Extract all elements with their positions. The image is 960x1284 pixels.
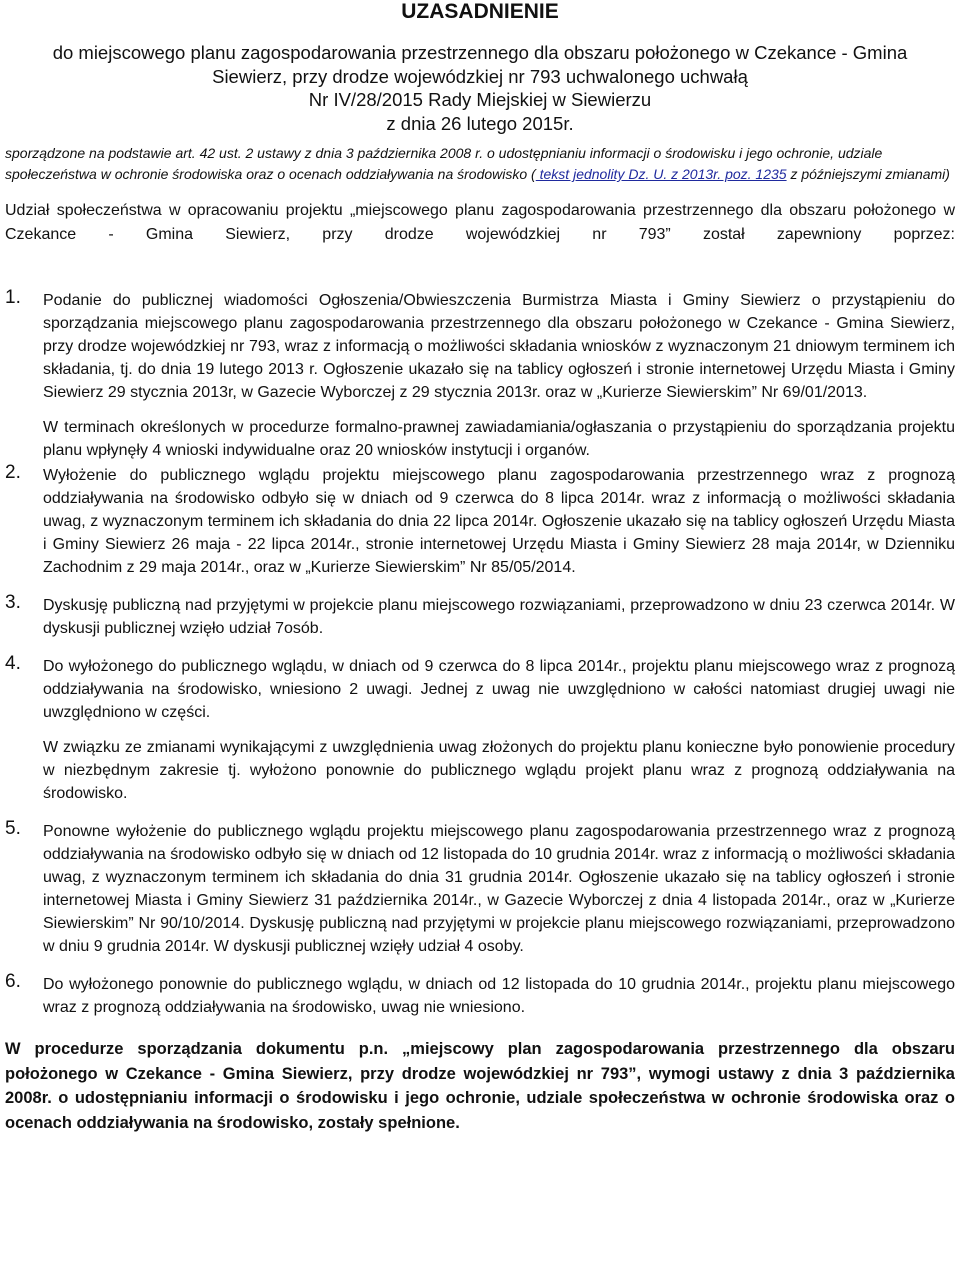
- legal-basis: [5, 143, 955, 185]
- measures-list: [5, 289, 955, 1019]
- subtitle-line: Nr IV/28/2015 Rady Miejskiej w Siewierzu: [308, 89, 652, 110]
- list-item: [5, 820, 955, 958]
- item-paragraph: Do wyłożonego do publicznego wglądu, w dniach od 9 czerwca do 8 lipca 2014r., projektu planu miejscowego wraz z prognozą oddziaływania na środowisko, wniesiono 2 uwagi. Jednej z uwag nie uwzględniono w całości natomiast drugiej uwagi nie uwzględniono w części.: [43, 658, 955, 721]
- intro-paragraph: Udział społeczeństwa w opracowaniu projektu „miejscowego planu zagospodarowania przestrzennego dla obszaru położonego w Czekance - Gmina Siewierz, przy drodze wojewódzkiej nr 793” został zapewniony poprzez:: [5, 202, 955, 243]
- item-paragraph: Dyskusję publiczną nad przyjętymi w projekcie planu miejscowego rozwiązaniami, przeprowadzono w dniu 23 czerwca 2014r. W dyskusji publicznej wzięło udział 7osób.: [43, 597, 955, 637]
- document-subtitle: [5, 41, 955, 135]
- item-number: 1.: [5, 287, 21, 308]
- subtitle-line: do miejscowego planu zagospodarowania przestrzennego dla obszaru położonego w Czekance - Gmina: [52, 42, 908, 63]
- item-paragraph: Podanie do publicznej wiadomości Ogłoszenia/Obwieszczenia Burmistrza Miasta i Gminy Siewierz o przystąpieniu do sporządzania miejscowego planu zagospodarowania przestrzennego dla obszaru położonego w Czekance - Gmina Siewierz, przy drodze wojewódzkiej nr 793, wraz z informacją o możliwości składania wniosków z wyznaczonym 21 dniowym terminem ich składania, tj. do dnia 19 lutego 2013 r. Ogłoszenie ukazało się na tablicy ogłoszeń i stronie internetowej Urzędu Miasta i Gminy Siewierz 29 stycznia 2013r, w Gazecie Wyborczej z 29 stycznia 2013r. oraz w „Kurierze Siewierskim” Nr 69/01/2013.: [43, 292, 955, 401]
- legal-basis-text-end: z późniejszymi zmianami): [786, 166, 950, 182]
- list-item: [5, 655, 955, 805]
- list-item: [5, 594, 955, 640]
- item-paragraph: W terminach określonych w procedurze formalno-prawnej zawiadamiania/ogłaszania o przystąpieniu do sporządzania projektu planu wpłynęły 4 wnioski indywidualne oraz 20 wniosków instytucji i organów.: [43, 419, 955, 459]
- item-number: 5.: [5, 818, 21, 839]
- list-item: [5, 289, 955, 462]
- item-paragraph: Ponowne wyłożenie do publicznego wglądu projektu miejscowego planu zagospodarowania przestrzennego wraz z prognozą oddziaływania na środowisko odbyło się w dniach od 12 listopada do 10 grudnia 2014r. wraz z informacją o możliwości składania uwag, z wyznaczonym terminem ich składania do dnia 31 grudnia 2014r. Ogłoszenie ukazało się na tablicy ogłoszeń i stronie internetowej Miasta i Gminy Siewierz 31 października 2014r., w Gazecie Wyborczej z dnia 4 listopada 2014r., oraz w „Kurierze Siewierskim” Nr 90/10/2014. Dyskusję publiczną nad przyjętymi w projekcie planu miejscowego rozwiązaniami, przeprowadzono w dniu 9 grudnia 2014r. W dyskusji publicznej wzięły udział 4 osoby.: [43, 823, 955, 955]
- item-number: 2.: [5, 462, 21, 483]
- item-number: 6.: [5, 971, 21, 992]
- legal-basis-text: sporządzone na podstawie art. 42 ust. 2 ustawy z dnia 3 października 2008 r. o udostępnianiu informacji o środowisku i jego ochronie, udziale społeczeństwa w ochronie środowiska oraz o ocenach oddziaływania na środowisko (: [5, 145, 883, 182]
- list-item: [5, 464, 955, 579]
- legal-basis-link[interactable]: tekst jednolity Dz. U. z 2013r. poz. 1235: [535, 166, 787, 182]
- item-paragraph: Do wyłożonego ponownie do publicznego wglądu, w dniach od 12 listopada do 10 grudnia 2014r., projektu planu miejscowego wraz z prognozą oddziaływania na środowisko, uwag nie wniesiono.: [43, 976, 955, 1016]
- subtitle-line: Siewierz, przy drodze wojewódzkiej nr 793 uchwalonego uchwałą: [212, 65, 748, 87]
- item-paragraph: Wyłożenie do publicznego wglądu projektu miejscowego planu zagospodarowania przestrzennego wraz z prognozą oddziaływania na środowisko odbyło się w dniach od 9 czerwca do 8 lipca 2014r. wraz z informacją o możliwości składania uwag, z wyznaczonym terminem ich składania do dnia 22 lipca 2014r. Ogłoszenie ukazało się na tablicy ogłoszeń Urzędu Miasta i Gminy Siewierz 26 maja - 22 lipca 2014r., stronie internetowej Urzędu Miasta i Gminy Siewierz 28 maja 2014r, w Dzienniku Zachodnim z 29 maja 2014r., oraz w „Kurierze Siewierskim” Nr 85/05/2014.: [43, 467, 955, 576]
- item-number: 3.: [5, 592, 21, 613]
- item-number: 4.: [5, 653, 21, 674]
- item-paragraph: W związku ze zmianami wynikającymi z uwzględnienia uwag złożonych do projektu planu konieczne było ponowienie procedury w niezbędnym zakresie tj. wyłożono ponownie do publicznego wglądu projekt planu wraz z prognozą oddziaływania na środowisko.: [43, 739, 955, 802]
- document-page: [5, 0, 955, 1135]
- document-title: UZASADNIENIE: [401, 0, 559, 23]
- conclusion-paragraph: W procedurze sporządzania dokumentu p.n. „miejscowy plan zagospodarowania przestrzennego dla obszaru położonego w Czekance - Gmina Siewierz, przy drodze wojewódzkiej nr 793”, wymogi ustawy z dnia 3 października 2008r. o udostępnianiu informacji o środowisku i jego ochronie, udziale społeczeństwa w ochronie środowiska oraz o ocenach oddziaływania na środowisko, zostały spełnione.: [5, 1040, 955, 1132]
- list-item: [5, 973, 955, 1019]
- subtitle-line: z dnia 26 lutego 2015r.: [386, 112, 574, 134]
